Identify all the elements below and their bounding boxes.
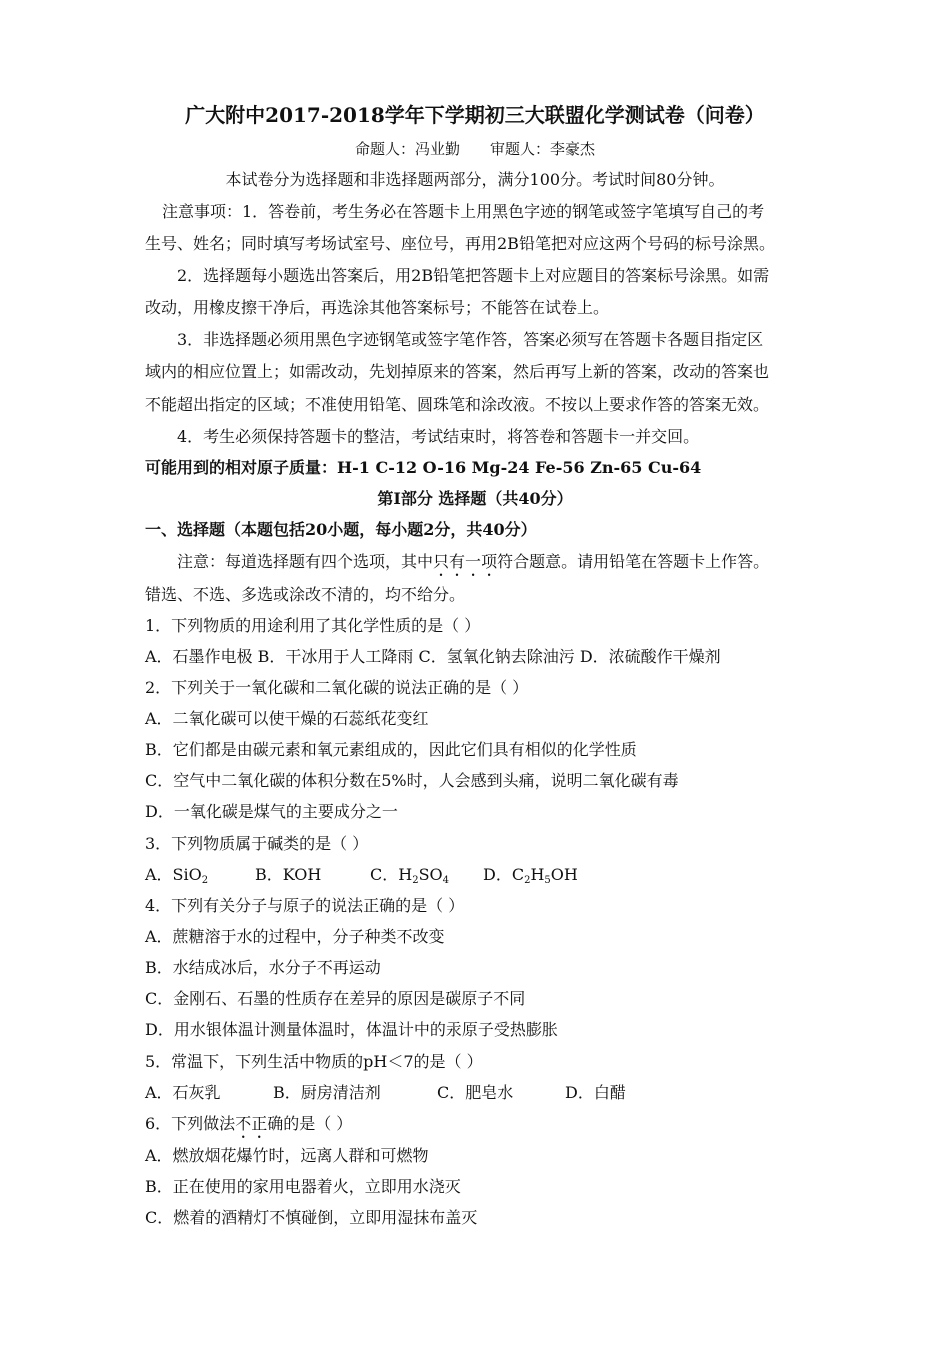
question-6-text-a: 6．下列做法 xyxy=(145,1114,236,1133)
question-6 xyxy=(145,1114,805,1134)
section-heading: 一、选择题（本题包括20小题，每小题2分，共40分） xyxy=(145,520,537,539)
question-4-option-b: B．水结成冰后，水分子不再运动 xyxy=(145,958,381,977)
instruction-text-a: 注意：每道选择题有四个选项，其中 xyxy=(177,552,434,571)
question-5-options xyxy=(145,1083,805,1103)
instruction-line-1 xyxy=(177,552,837,572)
question-5-option-b: B．厨房清洁剂 xyxy=(273,1083,381,1102)
note-3-line-2: 域内的相应位置上；如需改动，先划掉原来的答案，然后再写上新的答案，改动的答案也 xyxy=(145,362,770,381)
option-text: H xyxy=(530,865,545,884)
emphasis-char: 有 xyxy=(449,552,466,571)
option-text: SO xyxy=(418,865,443,884)
atomic-masses: 可能用到的相对原子质量：H-1 C-12 O-16 Mg-24 Fe-56 Zn-65 Cu-64 xyxy=(145,458,702,477)
option-text: D．C xyxy=(483,865,525,884)
question-6-option-c: C．燃着的酒精灯不慎碰倒，立即用湿抹布盖灭 xyxy=(145,1208,478,1227)
instruction-line-2: 错选、不选、多选或涂改不清的，均不给分。 xyxy=(145,585,466,604)
note-1-line-1: 注意事项：1．答卷前，考生务必在答题卡上用黑色字迹的钢笔或签字笔填写自己的考 xyxy=(162,202,765,221)
question-3-option-b: B．KOH xyxy=(255,865,322,884)
option-text: A．SiO xyxy=(145,865,202,884)
question-6-option-a: A．燃放烟花爆竹时，远离人群和可燃物 xyxy=(145,1146,429,1165)
note-2-line-1: 2．选择题每小题选出答案后，用2B铅笔把答题卡上对应题目的答案标号涂黑。如需 xyxy=(177,266,770,285)
emphasis-char: 不 xyxy=(235,1114,252,1133)
question-1: 1．下列物质的用途利用了其化学性质的是（ ） xyxy=(145,616,481,635)
subscript: 5 xyxy=(544,875,551,886)
question-4-option-c: C．金刚石、石墨的性质存在差异的原因是碳原子不同 xyxy=(145,989,526,1008)
question-2-option-a: A．二氧化碳可以使干燥的石蕊纸花变红 xyxy=(145,709,429,728)
question-5-option-c: C．肥皂水 xyxy=(437,1083,514,1102)
question-4-option-d: D．用水银体温计测量体温时，体温计中的汞原子受热膨胀 xyxy=(145,1020,558,1039)
subscript: 2 xyxy=(412,875,419,886)
note-4: 4．考生必须保持答题卡的整洁，考试结束时，将答卷和答题卡一并交回。 xyxy=(177,427,700,446)
note-3-line-3: 不能超出指定的区域；不准使用铅笔、圆珠笔和涂改液。不按以上要求作答的答案无效。 xyxy=(145,395,770,414)
question-6-option-b: B．正在使用的家用电器着火，立即用水浇灭 xyxy=(145,1177,461,1196)
question-3: 3．下列物质属于碱类的是（ ） xyxy=(145,834,369,853)
question-2: 2．下列关于一氧化碳和二氧化碳的说法正确的是（ ） xyxy=(145,678,529,697)
question-1-options: A．石墨作电极 B．干冰用于人工降雨 C．氢氧化钠去除油污 D．浓硫酸作干燥剂 xyxy=(145,647,721,666)
emphasis-char: 只 xyxy=(433,552,450,571)
question-2-option-b: B．它们都是由碳元素和氧元素组成的，因此它们具有相似的化学性质 xyxy=(145,740,637,759)
question-5-option-d: D．白醋 xyxy=(565,1083,626,1102)
question-4-option-a: A．蔗糖溶于水的过程中，分子种类不改变 xyxy=(145,927,445,946)
option-text: OH xyxy=(550,865,578,884)
question-2-option-c: C．空气中二氧化碳的体积分数在5%时，人会感到头痛，说明二氧化碳有毒 xyxy=(145,771,679,790)
subscript: 2 xyxy=(201,875,209,886)
question-4: 4．下列有关分子与原子的说法正确的是（ ） xyxy=(145,896,465,915)
exam-intro: 本试卷分为选择题和非选择题两部分，满分100分。考试时间80分钟。 xyxy=(225,170,725,189)
subscript: 2 xyxy=(524,875,531,886)
emphasis-char: 项 xyxy=(481,552,498,571)
question-3-option-c xyxy=(370,865,483,885)
emphasis-char: 一 xyxy=(465,552,482,571)
question-5-option-a: A．石灰乳 xyxy=(145,1083,221,1102)
question-6-text-b: 确的是（ ） xyxy=(267,1114,353,1133)
note-1-line-2: 生号、姓名；同时填写考场试室号、座位号，再用2B铅笔把对应这两个号码的标号涂黑。 xyxy=(145,234,775,253)
option-text: C．H xyxy=(370,865,413,884)
page-title: 广大附中2017-2018学年下学期初三大联盟化学测试卷（问卷） xyxy=(185,103,765,127)
part-heading: 第Ⅰ部分 选择题（共40分） xyxy=(377,489,573,508)
question-5: 5．常温下，下列生活中物质的pH＜7的是（ ） xyxy=(145,1052,483,1071)
note-2-line-2: 改动，用橡皮擦干净后，再选涂其他答案标号；不能答在试卷上。 xyxy=(145,298,610,317)
instruction-text-b: 符合题意。请用铅笔在答题卡上作答。 xyxy=(497,552,770,571)
note-3-line-1: 3．非选择题必须用黑色字迹钢笔或签字笔作答，答案必须写在答题卡各题目指定区 xyxy=(177,330,764,349)
authors-line: 命题人：冯业勤 审题人：李豪杰 xyxy=(354,140,595,158)
question-3-options xyxy=(145,865,805,885)
question-3-option-d xyxy=(483,865,578,885)
question-2-option-d: D．一氧化碳是煤气的主要成分之一 xyxy=(145,802,398,821)
emphasis-char: 正 xyxy=(251,1114,268,1133)
subscript: 4 xyxy=(442,875,450,886)
question-3-option-a xyxy=(145,865,255,885)
